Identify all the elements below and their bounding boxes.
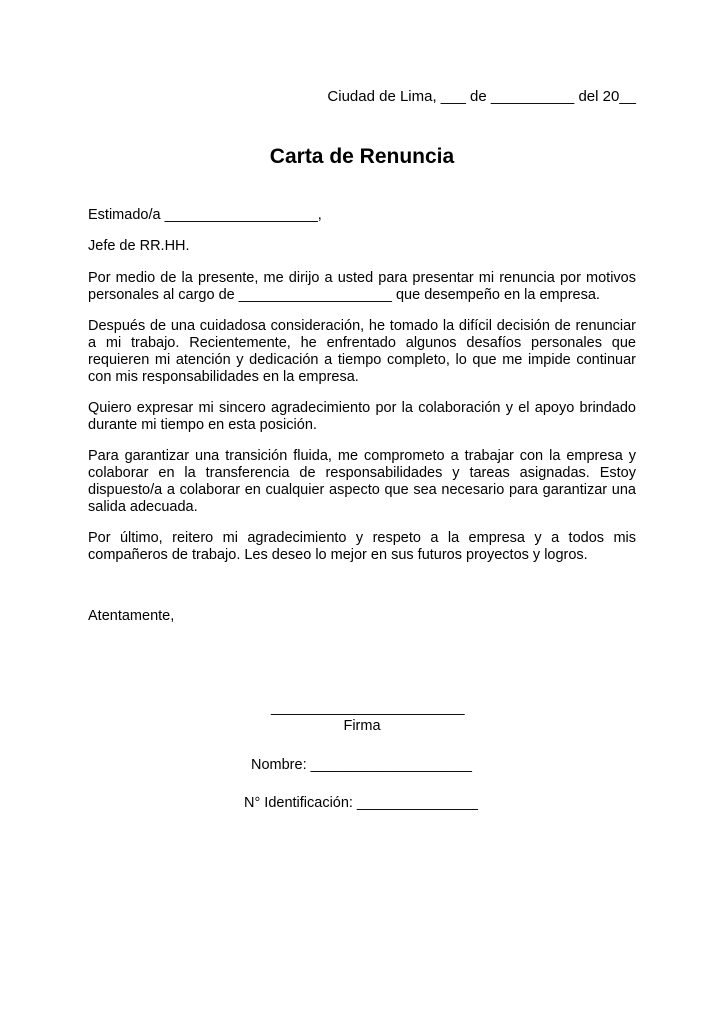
paragraph-text: Quiero expresar mi sincero agradecimiento por la colaboración y el apoyo brindado durante mi tiempo en esta posición. bbox=[88, 400, 636, 433]
paragraph-text: Por medio de la presente, me dirijo a usted para presentar mi renuncia por motivos personales al cargo de ___________________ que desempeño en la empresa. bbox=[88, 270, 636, 303]
closing-text: Atentamente, bbox=[88, 608, 175, 624]
paragraph-1 bbox=[88, 270, 636, 304]
id-field: N° Identificación: _______________ bbox=[244, 795, 478, 811]
paragraph-text: Para garantizar una transición fluida, me comprometo a trabajar con la empresa y colaborar en la transferencia de responsabilidades y tareas asignadas. Estoy dispuesto/a a colaborar en cualquier aspecto que sea necesario para garantizar una salida adecuada. bbox=[88, 448, 636, 515]
paragraph-5 bbox=[88, 530, 636, 564]
paragraph-2 bbox=[88, 318, 636, 386]
salutation-text: Estimado/a ___________________, bbox=[88, 207, 322, 223]
salutation bbox=[88, 207, 636, 224]
signature-line: ________________________ bbox=[271, 700, 465, 716]
closing bbox=[88, 608, 636, 625]
signature-label: Firma bbox=[343, 718, 381, 734]
letter-title: Carta de Renuncia bbox=[269, 145, 455, 168]
name-field: Nombre: ____________________ bbox=[251, 757, 472, 773]
recipient-title-text: Jefe de RR.HH. bbox=[88, 238, 190, 254]
paragraph-4 bbox=[88, 448, 636, 516]
paragraph-text: Después de una cuidadosa consideración, he tomado la difícil decisión de renunciar a mi trabajo. Recientemente, he enfrentado algunos desafíos personales que requieren mi atención y dedicación a tiempo completo, lo que me impide continuar con mis responsabilidades en la empresa. bbox=[88, 318, 636, 385]
recipient-title bbox=[88, 238, 636, 255]
paragraph-text: Por último, reitero mi agradecimiento y respeto a la empresa y a todos mis compañeros de trabajo. Les deseo lo mejor en sus futuros proyectos y logros. bbox=[88, 530, 636, 563]
paragraph-3 bbox=[88, 400, 636, 434]
date-line: Ciudad de Lima, ___ de __________ del 20__ bbox=[327, 88, 636, 105]
